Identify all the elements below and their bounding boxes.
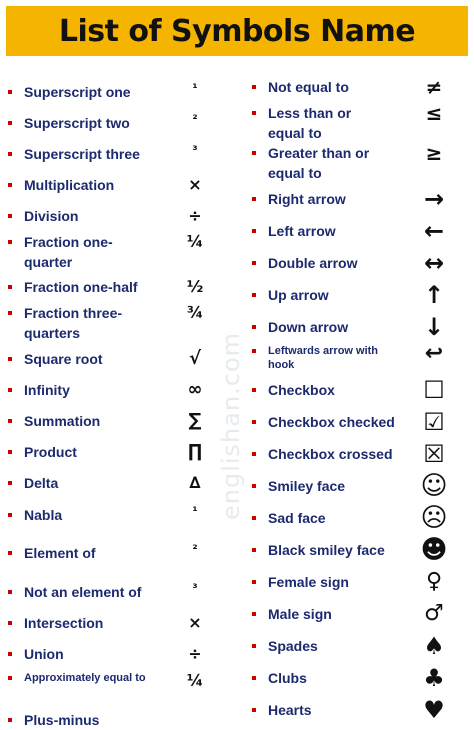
bullet-icon — [8, 357, 12, 361]
bullet-icon — [252, 484, 256, 488]
symbol-name: Spades — [268, 638, 318, 654]
symbol-glyph: ³ — [192, 143, 198, 157]
bullet-icon — [8, 90, 12, 94]
symbol-glyph: × — [188, 175, 202, 194]
symbol-name: Plus-minus — [24, 712, 100, 728]
bullet-icon — [8, 121, 12, 125]
symbol-name: Fraction one-quarter — [24, 234, 113, 270]
symbol-glyph: ³ — [192, 581, 198, 595]
symbol-name: Superscript two — [24, 115, 130, 131]
symbol-glyph: ☒ — [423, 440, 445, 468]
bullet-icon — [8, 652, 12, 656]
bullet-icon — [252, 349, 256, 353]
bullet-icon — [8, 152, 12, 156]
symbol-name: Right arrow — [268, 191, 346, 207]
symbol-glyph: ÷ — [188, 206, 202, 225]
symbol-glyph: ≠ — [425, 75, 443, 99]
symbol-glyph: ← — [423, 217, 445, 245]
symbol-name: Greater than or equal to — [268, 145, 370, 181]
symbol-name: Double arrow — [268, 255, 358, 271]
symbol-name: Smiley face — [268, 478, 346, 494]
symbol-name: Multiplication — [24, 177, 115, 193]
symbol-glyph: ☺ — [420, 471, 448, 501]
bullet-icon — [8, 513, 12, 517]
symbol-glyph: ♂ — [424, 601, 444, 626]
bullet-icon — [252, 708, 256, 712]
symbol-glyph: ∞ — [187, 379, 203, 400]
symbol-name: Less than or equal to — [268, 105, 352, 141]
symbol-glyph: ☹ — [420, 503, 448, 533]
symbol-glyph: ¼ — [186, 232, 204, 251]
symbol-name: Superscript three — [24, 146, 140, 162]
symbol-name: Infinity — [24, 382, 70, 398]
symbol-name: Up arrow — [268, 287, 329, 303]
symbol-glyph: ∑ — [188, 410, 202, 431]
symbol-name: Left arrow — [268, 223, 336, 239]
symbol-name: Union — [24, 646, 64, 662]
symbol-name: Checkbox — [268, 382, 335, 398]
bullet-icon — [252, 261, 256, 265]
symbol-glyph: ♥ — [423, 696, 445, 724]
symbol-glyph: ¹ — [192, 504, 198, 518]
bullet-icon — [252, 580, 256, 584]
symbol-glyph: ¼ — [186, 671, 204, 690]
bullet-icon — [8, 214, 12, 218]
symbol-name: Checkbox checked — [268, 414, 395, 430]
symbol-glyph: ≥ — [425, 141, 443, 165]
bullet-icon — [252, 293, 256, 297]
bullet-icon — [252, 229, 256, 233]
symbol-name: Product — [24, 444, 77, 460]
symbol-name: Approximately equal to — [24, 672, 146, 684]
bullet-icon — [8, 551, 12, 555]
symbol-name: Leftwards arrow with hook — [268, 345, 379, 371]
bullet-icon — [8, 240, 12, 244]
bullet-icon — [252, 644, 256, 648]
symbol-name: Superscript one — [24, 84, 131, 100]
symbol-name: Female sign — [268, 574, 349, 590]
symbol-glyph: ☻ — [420, 535, 448, 565]
bullet-icon — [8, 718, 12, 722]
bullet-icon — [252, 197, 256, 201]
bullet-icon — [8, 481, 12, 485]
bullet-icon — [252, 548, 256, 552]
symbol-name: Down arrow — [268, 319, 349, 335]
symbol-name: Black smiley face — [268, 542, 385, 558]
symbol-glyph: ∆ — [189, 473, 201, 492]
symbol-glyph: ↔ — [423, 249, 445, 277]
bullet-icon — [8, 183, 12, 187]
symbol-glyph: ¹ — [192, 81, 198, 95]
symbol-name: Element of — [24, 545, 96, 561]
bullet-icon — [252, 420, 256, 424]
symbol-glyph: ☐ — [423, 376, 445, 404]
bullet-icon — [8, 621, 12, 625]
symbol-name: Not an element of — [24, 584, 142, 600]
symbol-glyph: ↩ — [424, 341, 444, 366]
symbol-glyph: ½ — [186, 277, 204, 296]
symbol-glyph: √ — [188, 348, 201, 369]
bullet-icon — [252, 111, 256, 115]
symbol-glyph: ≤ — [425, 101, 443, 125]
bullet-icon — [252, 388, 256, 392]
bullet-icon — [252, 325, 256, 329]
bullet-icon — [8, 676, 12, 680]
symbol-name: Fraction one-half — [24, 279, 138, 295]
bullet-icon — [252, 85, 256, 89]
symbol-glyph: × — [188, 613, 202, 632]
symbol-name: Nabla — [24, 507, 63, 523]
symbol-glyph: ÷ — [188, 644, 202, 663]
page-title: List of Symbols Name — [58, 13, 416, 49]
symbol-glyph: ² — [192, 112, 198, 126]
symbol-glyph: ↓ — [423, 313, 445, 341]
bullet-icon — [8, 419, 12, 423]
symbol-glyph: ¾ — [186, 303, 204, 322]
watermark: englishan.com — [217, 331, 245, 520]
symbol-glyph: ↑ — [423, 281, 445, 309]
symbol-name: Summation — [24, 413, 101, 429]
symbol-name: Intersection — [24, 615, 104, 631]
symbol-name: Division — [24, 208, 79, 224]
symbol-name: Not equal to — [268, 79, 349, 95]
bullet-icon — [252, 676, 256, 680]
symbol-name: Clubs — [268, 670, 307, 686]
symbol-name: Square root — [24, 351, 103, 367]
symbol-name: Checkbox crossed — [268, 446, 393, 462]
symbol-name: Sad face — [268, 510, 326, 526]
bullet-icon — [252, 452, 256, 456]
bullet-icon — [8, 450, 12, 454]
bullet-icon — [8, 590, 12, 594]
symbol-glyph: ♀ — [425, 569, 443, 594]
bullet-icon — [252, 151, 256, 155]
bullet-icon — [8, 285, 12, 289]
symbol-glyph: ♣ — [423, 664, 445, 692]
bullet-icon — [252, 516, 256, 520]
symbol-name: Male sign — [268, 606, 332, 622]
symbol-glyph: ♠ — [423, 632, 445, 660]
symbol-name: Hearts — [268, 702, 312, 718]
title-banner — [6, 6, 468, 56]
symbol-glyph: → — [423, 185, 445, 213]
bullet-icon — [252, 612, 256, 616]
symbol-glyph: ² — [192, 542, 198, 556]
symbol-glyph: ☑ — [423, 408, 445, 436]
symbol-glyph: ∏ — [187, 441, 203, 462]
bullet-icon — [8, 388, 12, 392]
bullet-icon — [8, 311, 12, 315]
symbol-name: Delta — [24, 475, 59, 491]
symbol-name: Fraction three-quarters — [24, 305, 123, 341]
